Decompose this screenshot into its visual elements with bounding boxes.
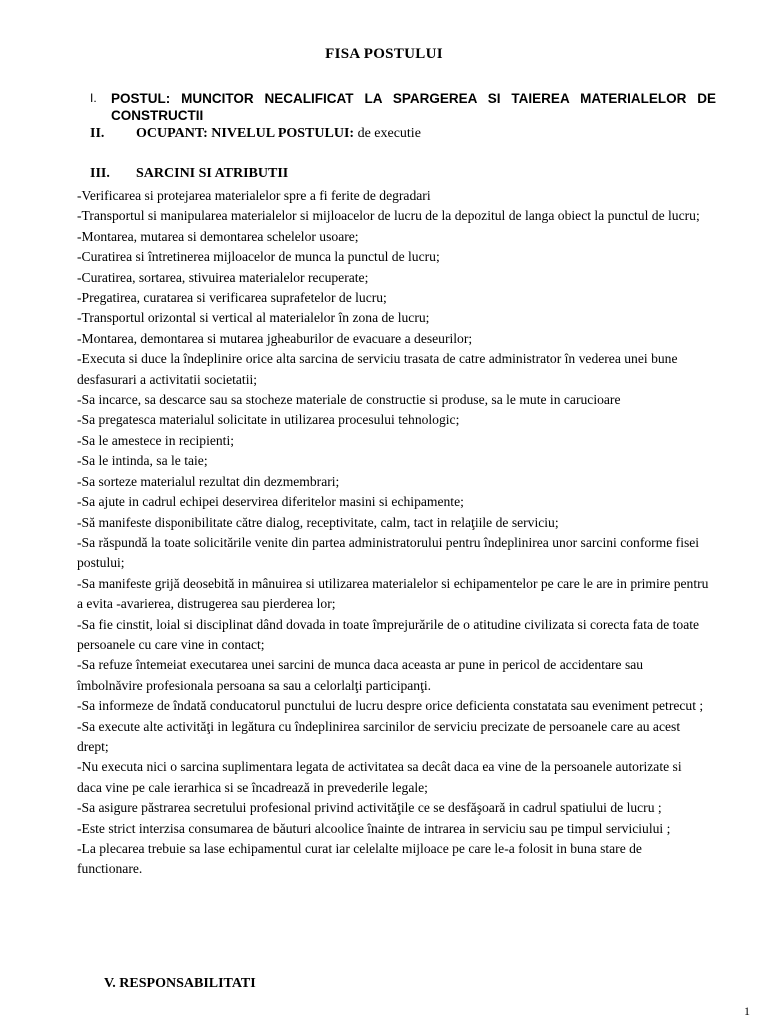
list-item: -Sa ajute in cadrul echipei deservirea diferitelor masini si echipamente; xyxy=(77,494,464,510)
list-item: -Nu executa nici o sarcina suplimentara legata de activitatea sa decât daca ea vine de la persoanele autorizate si daca vine pe cale ierarhica si se încadrează in prevederile legale; xyxy=(77,759,682,795)
section-number: III. xyxy=(90,166,110,181)
list-item: -Să manifeste disponibilitate către dialog, receptivitate, calm, tact in relaţiile de serviciu; xyxy=(77,514,559,530)
list-item: -Sa asigure păstrarea secretului profesional privind activităţile ce se desfăşoară in cadrul spatiului de lucru ; xyxy=(77,800,662,816)
list-item: -Sa fie cinstit, loial si disciplinat dând dovada in toate împrejurările de o atitudine civilizata si corecta fata de toate persoanele cu care vine in contact; xyxy=(77,616,700,652)
list-item: -Sa sorteze materialul rezultat din dezmembrari; xyxy=(77,473,340,489)
list-item: -Sa execute alte activităţi in legătura cu îndeplinirea sarcinilor de serviciu precizate de persoanele care au acest drept; xyxy=(77,718,681,754)
list-item: -Sa manifeste grijă deosebită in mânuirea si utilizarea materialelor si echipamentelor pe care le are in primire pentru a evita -avarierea, distrugerea sau pierderea lor; xyxy=(77,575,709,612)
list-item: -Sa răspundă la toate solicitările venite din partea administratorului pentru îndeplinirea unor sarcini conforme fisei postului; xyxy=(77,534,700,571)
list-item: -La plecarea trebuie sa lase echipamentul curat iar celelalte mijloace pe care le-a folosit in buna stare de functionare. xyxy=(77,841,642,877)
list-item: -Curatirea si întretinerea mijloacelor de munca la punctul de lucru; xyxy=(77,249,440,265)
list-item: -Verificarea si protejarea materialelor spre a fi ferite de degradari xyxy=(77,188,431,203)
list-item: -Este strict interzisa consumarea de băuturi alcoolice înainte de intrarea in serviciu sau pe timpul serviciului ; xyxy=(77,820,671,836)
list-item: -Sa le amestece in recipienti; xyxy=(77,432,235,448)
page-title: FISA POSTULUI xyxy=(325,46,443,62)
list-item: -Sa le intinda, sa le taie; xyxy=(77,453,208,469)
page-number: 1 xyxy=(744,1004,750,1018)
section-number: II. xyxy=(90,126,105,141)
task-list xyxy=(77,186,709,880)
section-post xyxy=(90,90,716,124)
section-occupant-value: de executie xyxy=(354,126,421,141)
list-item: -Curatirea, sortarea, stivuirea materialelor recuperate; xyxy=(77,269,369,285)
list-item: -Montarea, mutarea si demontarea schelelor usoare; xyxy=(77,228,359,244)
list-item: -Executa si duce la îndeplinire orice alta sarcina de serviciu trasata de catre administrator în vederea unei bune desfasurari a activitatii societatii; xyxy=(77,351,678,387)
section-tasks-label: SARCINI SI ATRIBUTII xyxy=(136,166,289,181)
section-number: I. xyxy=(90,91,97,105)
list-item: -Sa refuze întemeiat executarea unei sarcini de munca daca aceasta ar pune in pericol de accidentare sau îmbolnăvire profesionala persoana sa sau a celorlalţi participanţi. xyxy=(77,657,644,693)
section-occupant-text xyxy=(136,126,421,142)
section-post-line1: POSTUL: MUNCITOR NECALIFICAT LA SPARGEREA SI TAIEREA MATERIALELOR DE xyxy=(111,91,716,106)
section-responsibilities-heading: V. RESPONSABILITATI xyxy=(104,976,256,991)
section-post-line2: CONSTRUCTII xyxy=(111,108,204,123)
list-item: -Pregatirea, curatarea si verificarea suprafetelor de lucru; xyxy=(77,290,387,306)
list-item: -Transportul si manipularea materialelor si mijloacelor de lucru de la depozitul de langa obiect la punctul de lucru; xyxy=(77,208,700,224)
list-item: -Montarea, demontarea si mutarea jgheaburilor de evacuare a deseurilor; xyxy=(77,330,473,346)
list-item: -Transportul orizontal si vertical al materialelor în zona de lucru; xyxy=(77,310,430,326)
list-item: -Sa informeze de îndată conducatorul punctului de lucru despre orice deficienta constatata sau eveniment petrecut ; xyxy=(77,698,704,714)
list-item: -Sa incarce, sa descarce sau sa stocheze materiale de constructie si produse, sa le mute in carucioare xyxy=(77,392,621,408)
list-item: -Sa pregatesca materialul solicitate in utilizarea procesului tehnologic; xyxy=(77,412,460,428)
section-occupant-label: OCUPANT: NIVELUL POSTULUI: xyxy=(136,126,355,141)
